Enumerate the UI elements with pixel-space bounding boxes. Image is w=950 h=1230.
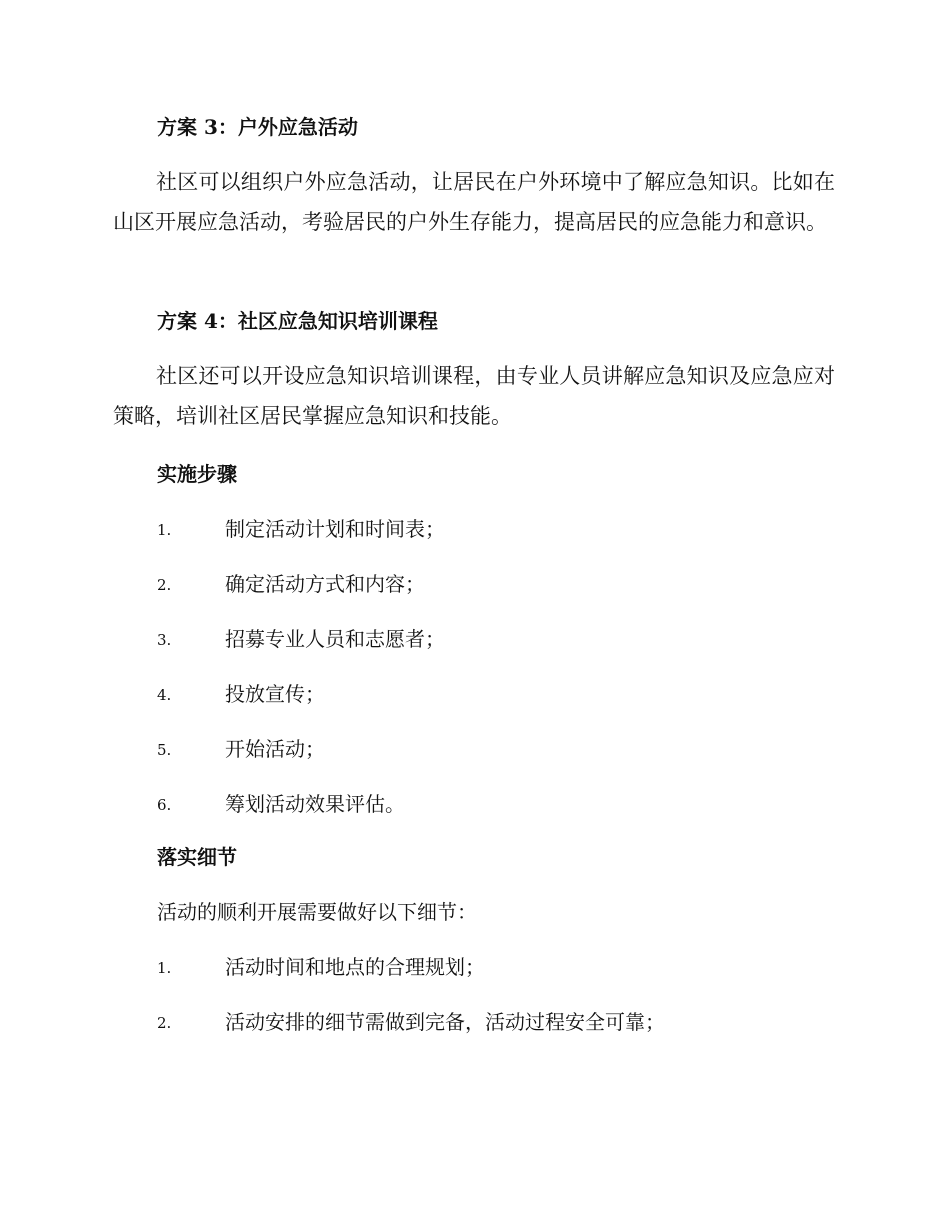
list-item <box>0 515 950 543</box>
list-item <box>0 790 950 818</box>
list-item <box>0 680 950 708</box>
list-item-number: 2. <box>157 1014 172 1032</box>
list-item-text: 活动时间和地点的合理规划； <box>225 955 485 979</box>
list-item <box>0 953 950 981</box>
list-item <box>0 570 950 598</box>
list-item-number: 1. <box>157 521 172 539</box>
list-item-text: 筹划活动效果评估。 <box>225 792 405 816</box>
list-item <box>0 1008 950 1036</box>
list-item-number: 5. <box>157 741 172 759</box>
list-item-number: 3. <box>157 631 172 649</box>
list-item-text: 招募专业人员和志愿者； <box>225 627 445 651</box>
list-item-text: 开始活动； <box>225 737 325 761</box>
section4-heading: 方案 4：社区应急知识培训课程 <box>157 309 438 333</box>
details-intro: 活动的顺利开展需要做好以下细节： <box>157 900 477 924</box>
list-item-number: 1. <box>157 959 172 977</box>
section4-paragraph: 社区还可以开设应急知识培训课程，由专业人员讲解应急知识及应急应对策略，培训社区居民掌握应急知识和技能。 <box>113 364 835 428</box>
section3-heading: 方案 3：户外应急活动 <box>157 115 358 139</box>
list-item <box>0 735 950 763</box>
list-item-text: 活动安排的细节需做到完备，活动过程安全可靠； <box>225 1010 665 1034</box>
list-item-number: 4. <box>157 686 172 704</box>
list-item-number: 2. <box>157 576 172 594</box>
steps-heading: 实施步骤 <box>157 462 237 486</box>
list-item-text: 确定活动方式和内容； <box>225 572 425 596</box>
list-item-text: 制定活动计划和时间表； <box>225 517 445 541</box>
section3-paragraph: 社区可以组织户外应急活动，让居民在户外环境中了解应急知识。比如在山区开展应急活动，考验居民的户外生存能力，提高居民的应急能力和意识。 <box>113 170 835 234</box>
list-item <box>0 625 950 653</box>
list-item-text: 投放宣传； <box>225 682 325 706</box>
details-heading: 落实细节 <box>157 845 237 869</box>
list-item-number: 6. <box>157 796 172 814</box>
